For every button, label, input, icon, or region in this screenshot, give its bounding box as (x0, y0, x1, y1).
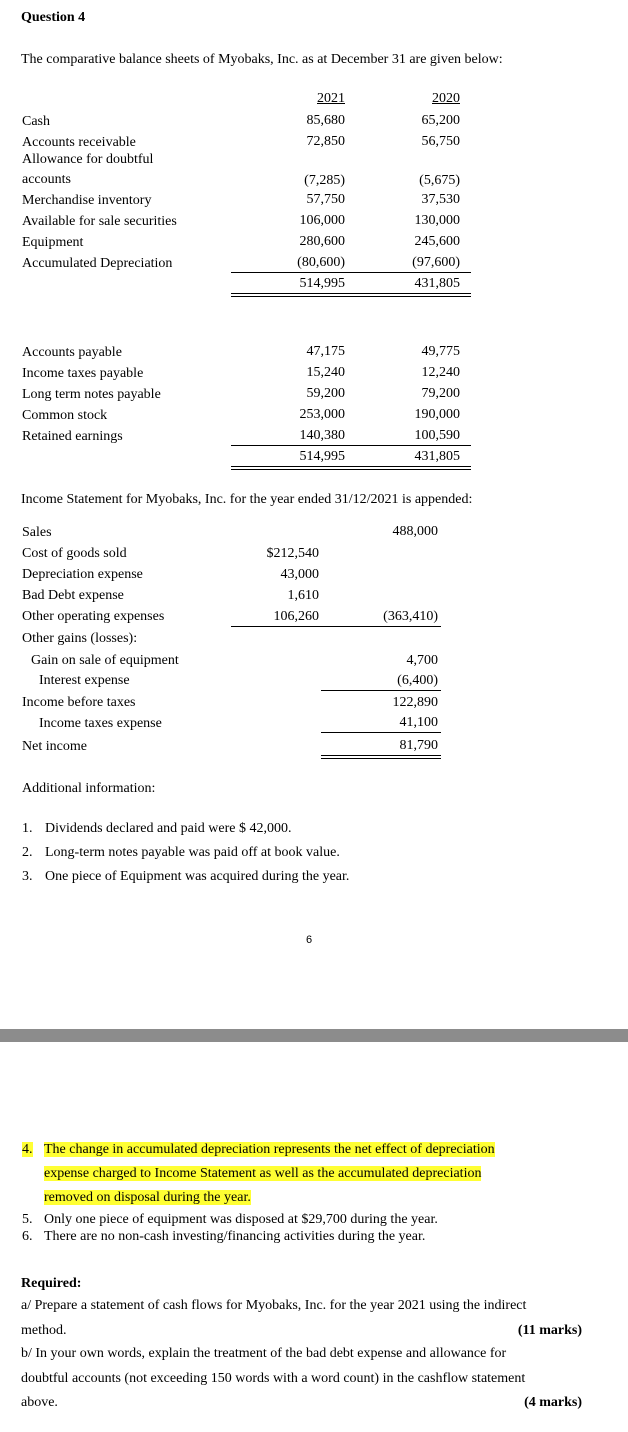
cs-2020: 190,000 (414, 407, 460, 422)
cash-2020: 65,200 (421, 113, 460, 128)
list-item-5-text: Only one piece of equipment was disposed at $29,700 during the year. (44, 1212, 438, 1227)
is-tax-value: 41,100 (399, 715, 438, 730)
list-item-4-num-text: 4. (22, 1142, 33, 1157)
row-label-accdep: Accumulated Depreciation (22, 256, 173, 271)
is-net-rule-2 (321, 758, 441, 759)
required-a-line1: a/ Prepare a statement of cash flows for Myobaks, Inc. for the year 2021 using the indirect (21, 1298, 527, 1313)
row-label-ap: Accounts payable (22, 345, 122, 360)
year-2021-header: 2021 (317, 91, 345, 106)
ap-2020: 49,775 (421, 344, 460, 359)
allowance-2021: (7,285) (304, 173, 345, 188)
additional-info-heading: Additional information: (22, 781, 156, 796)
row-label-itp: Income taxes payable (22, 366, 144, 381)
ar-2021: 72,850 (306, 134, 345, 149)
is-label-cogs: Cost of goods sold (22, 546, 127, 561)
accdep-2020: (97,600) (412, 255, 460, 270)
is-tax-rule (321, 732, 441, 733)
list-item-4-line1-text: The change in accumulated depreciation represents the net effect of depreciation (44, 1142, 495, 1157)
liab-total-rule-1 (231, 466, 471, 467)
required-b-line3: above. (21, 1395, 58, 1410)
required-b-line2: doubtful accounts (not exceeding 150 words with a word count) in the cashflow statement (21, 1371, 526, 1386)
required-a-line2: method. (21, 1323, 67, 1338)
list-item-4-line2 (44, 1166, 481, 1182)
liab-total-2020: 431,805 (414, 449, 460, 464)
page-divider (0, 1029, 628, 1042)
allowance-2020: (5,675) (419, 173, 460, 188)
list-item-2-text: Long-term notes payable was paid off at book value. (45, 845, 340, 860)
accdep-2021: (80,600) (297, 255, 345, 270)
list-item-2-num: 2. (22, 845, 33, 860)
is-label-other: Other operating expenses (22, 609, 165, 624)
list-item-4-num (22, 1142, 33, 1158)
is-label-interest: Interest expense (39, 673, 130, 688)
equipment-2021: 280,600 (299, 234, 345, 249)
total-rule-1 (231, 293, 471, 294)
assets-total-2021: 514,995 (299, 276, 345, 291)
itp-2020: 12,240 (421, 365, 460, 380)
required-b-marks: (4 marks) (524, 1395, 582, 1410)
list-item-4-line1 (44, 1142, 495, 1158)
list-item-4-line2-text: expense charged to Income Statement as well as the accumulated depreciation (44, 1166, 482, 1181)
liab-subtotal-rule (231, 445, 471, 446)
assets-total-2020: 431,805 (414, 276, 460, 291)
is-label-sales: Sales (22, 525, 52, 540)
is-cogs-value: $212,540 (266, 546, 319, 561)
is-label-ibt: Income before taxes (22, 695, 136, 710)
is-net-value: 81,790 (399, 738, 438, 753)
is-other-value: 106,260 (273, 609, 319, 624)
liab-total-rule-2 (231, 469, 471, 470)
is-label-gain: Gain on sale of equipment (31, 653, 179, 668)
row-label-cash: Cash (22, 114, 50, 129)
list-item-3-num: 3. (22, 869, 33, 884)
afs-2021: 106,000 (299, 213, 345, 228)
row-label-afs: Available for sale securities (22, 214, 177, 229)
re-2020: 100,590 (414, 428, 460, 443)
row-label-ltnp: Long term notes payable (22, 387, 161, 402)
afs-2020: 130,000 (414, 213, 460, 228)
row-label-equipment: Equipment (22, 235, 84, 250)
subtotal-rule (231, 272, 471, 273)
page-number: 6 (306, 934, 313, 946)
is-total-expenses: (363,410) (383, 609, 438, 624)
liab-total-2021: 514,995 (299, 449, 345, 464)
list-item-4-line3-text: removed on disposal during the year. (44, 1190, 251, 1205)
row-label-ar: Accounts receivable (22, 135, 136, 150)
list-item-5-num: 5. (22, 1212, 33, 1227)
row-label-cs: Common stock (22, 408, 108, 423)
is-ibt-value: 122,890 (392, 695, 438, 710)
is-sales-value: 488,000 (392, 524, 438, 539)
is-bad-value: 1,610 (287, 588, 319, 603)
is-interest-value: (6,400) (397, 673, 438, 688)
required-a-marks: (11 marks) (517, 1323, 582, 1338)
row-label-allowance-line1: Allowance for doubtful (22, 152, 154, 167)
is-label-tax: Income taxes expense (39, 716, 162, 731)
equipment-2020: 245,600 (414, 234, 460, 249)
is-label-net: Net income (22, 739, 87, 754)
list-item-1-text: Dividends declared and paid were $ 42,000. (45, 821, 292, 836)
ap-2021: 47,175 (306, 344, 345, 359)
inventory-2020: 37,530 (421, 192, 460, 207)
is-label-dep: Depreciation expense (22, 567, 143, 582)
row-label-allowance: accounts (22, 172, 71, 187)
list-item-3-text: One piece of Equipment was acquired during the year. (45, 869, 350, 884)
is-expense-rule (231, 626, 441, 627)
is-net-rule-1 (321, 755, 441, 756)
cs-2021: 253,000 (299, 407, 345, 422)
year-2020-header: 2020 (432, 91, 460, 106)
required-b-line1: b/ In your own words, explain the treatment of the bad debt expense and allowance for (21, 1346, 507, 1361)
is-dep-value: 43,000 (280, 567, 319, 582)
total-rule-2 (231, 296, 471, 297)
cash-2021: 85,680 (306, 113, 345, 128)
list-item-6-text: There are no non-cash investing/financing activities during the year. (44, 1229, 426, 1244)
income-statement-heading: Income Statement for Myobaks, Inc. for the year ended 31/12/2021 is appended: (21, 492, 473, 507)
ar-2020: 56,750 (421, 134, 460, 149)
is-interest-rule (321, 690, 441, 691)
list-item-1-num: 1. (22, 821, 33, 836)
required-heading: Required: (21, 1276, 82, 1291)
row-label-inventory: Merchandise inventory (22, 193, 152, 208)
ltnp-2021: 59,200 (306, 386, 345, 401)
question-title: Question 4 (21, 10, 86, 25)
is-label-bad: Bad Debt expense (22, 588, 124, 603)
is-gains-heading: Other gains (losses): (22, 631, 138, 646)
row-label-re: Retained earnings (22, 429, 123, 444)
intro-text: The comparative balance sheets of Myobaks, Inc. as at December 31 are given below: (21, 52, 503, 67)
list-item-4-line3 (44, 1190, 251, 1206)
re-2021: 140,380 (299, 428, 345, 443)
list-item-6-num: 6. (22, 1229, 33, 1244)
inventory-2021: 57,750 (306, 192, 345, 207)
itp-2021: 15,240 (306, 365, 345, 380)
is-gain-value: 4,700 (406, 653, 438, 668)
ltnp-2020: 79,200 (421, 386, 460, 401)
